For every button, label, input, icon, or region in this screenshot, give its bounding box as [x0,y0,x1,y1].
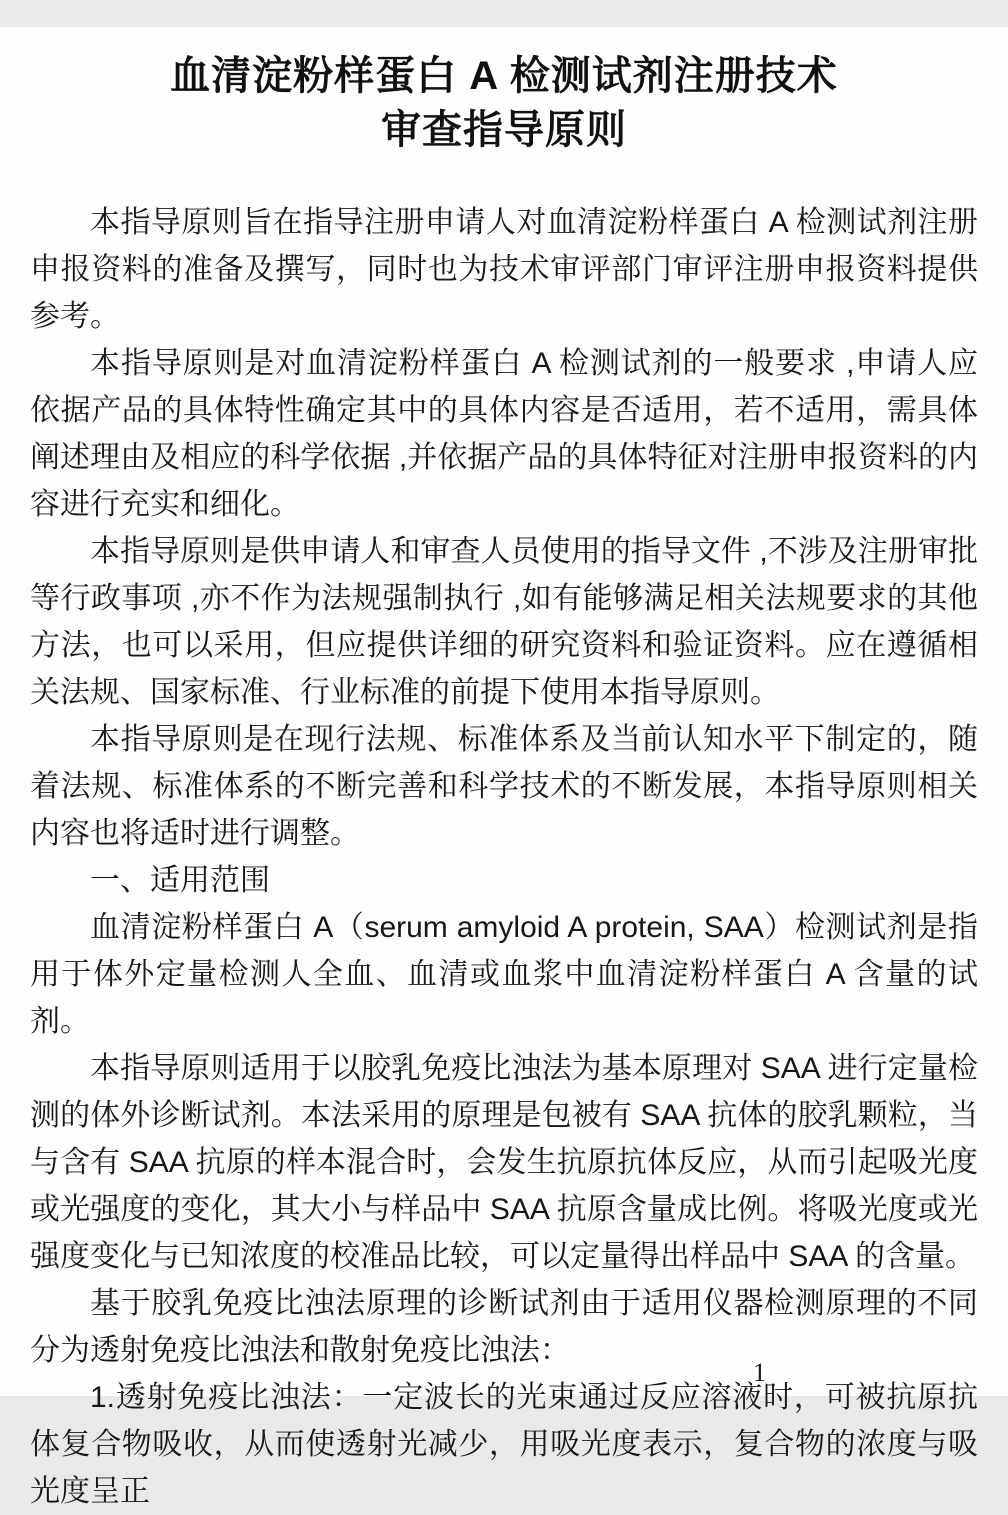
page-title-line-1: 血清淀粉样蛋白 A 检测试剂注册技术 [170,53,838,98]
document-body [30,199,978,1515]
paragraph-guidance-document-scope: 本指导原则是供申请人和审查人员使用的指导文件 ,不涉及注册审批等行政事项 ,亦不作为法规强制执行 ,如有能够满足相关法规要求的其他方法，也可以采用，但应提供详细的研究资料和验证资料。应在遵循相关法规、国家标准、行业标准的前提下使用本指导原则。 [30,534,978,709]
paragraph-transmission-turbidimetry: 1.透射免疫比浊法：一定波长的光束通过反应溶液时，可被抗原抗体复合物吸收，从而使透射光减少，用吸光度表示，复合物的浓度与吸光度呈正 [30,1380,978,1508]
page-title [0,27,1008,157]
paragraph-latex-turbidimetry-principle: 本指导原则适用于以胶乳免疫比浊法为基本原理对 SAA 进行定量检测的体外诊断试剂。本法采用的原理是包被有 SAA 抗体的胶乳颗粒，当与含有 SAA 抗原的样本混合时，会发生抗原抗体反应，从而引起吸光度或光强度的变化，其大小与样品中 SAA 抗原含量成比例。将吸光度或光强度变化与已知浓度的校准品比较，可以定量得出样品中 SAA 的含量。 [30,1051,978,1273]
paragraph-saa-definition: 血清淀粉样蛋白 A（serum amyloid A protein, SAA）检测试剂是指用于体外定量检测人全血、血清或血浆中血清淀粉样蛋白 A 含量的试剂。 [30,910,978,1038]
paragraph-intro-purpose: 本指导原则旨在指导注册申请人对血清淀粉样蛋白 A 检测试剂注册申报资料的准备及撰写，同时也为技术审评部门审评注册申报资料提供参考。 [30,205,978,333]
document-page [0,27,1008,1508]
page-number: 1 [753,1357,766,1387]
paragraph-revision-note: 本指导原则是在现行法规、标准体系及当前认知水平下制定的，随着法规、标准体系的不断完善和科学技术的不断发展，本指导原则相关内容也将适时进行调整。 [30,722,978,850]
page-title-line-2: 审查指导原则 [381,107,627,152]
paragraph-general-requirements: 本指导原则是对血清淀粉样蛋白 A 检测试剂的一般要求 ,申请人应依据产品的具体特性确定其中的具体内容是否适用，若不适用，需具体阐述理由及相应的科学依据 ,并依据产品的具体特征对注册申报资料的内容进行充实和细化。 [30,346,978,521]
paragraph-method-classification: 基于胶乳免疫比浊法原理的诊断试剂由于适用仪器检测原理的不同分为透射免疫比浊法和散射免疫比浊法： [30,1286,978,1367]
section-heading-scope: 一、适用范围 [90,863,270,897]
